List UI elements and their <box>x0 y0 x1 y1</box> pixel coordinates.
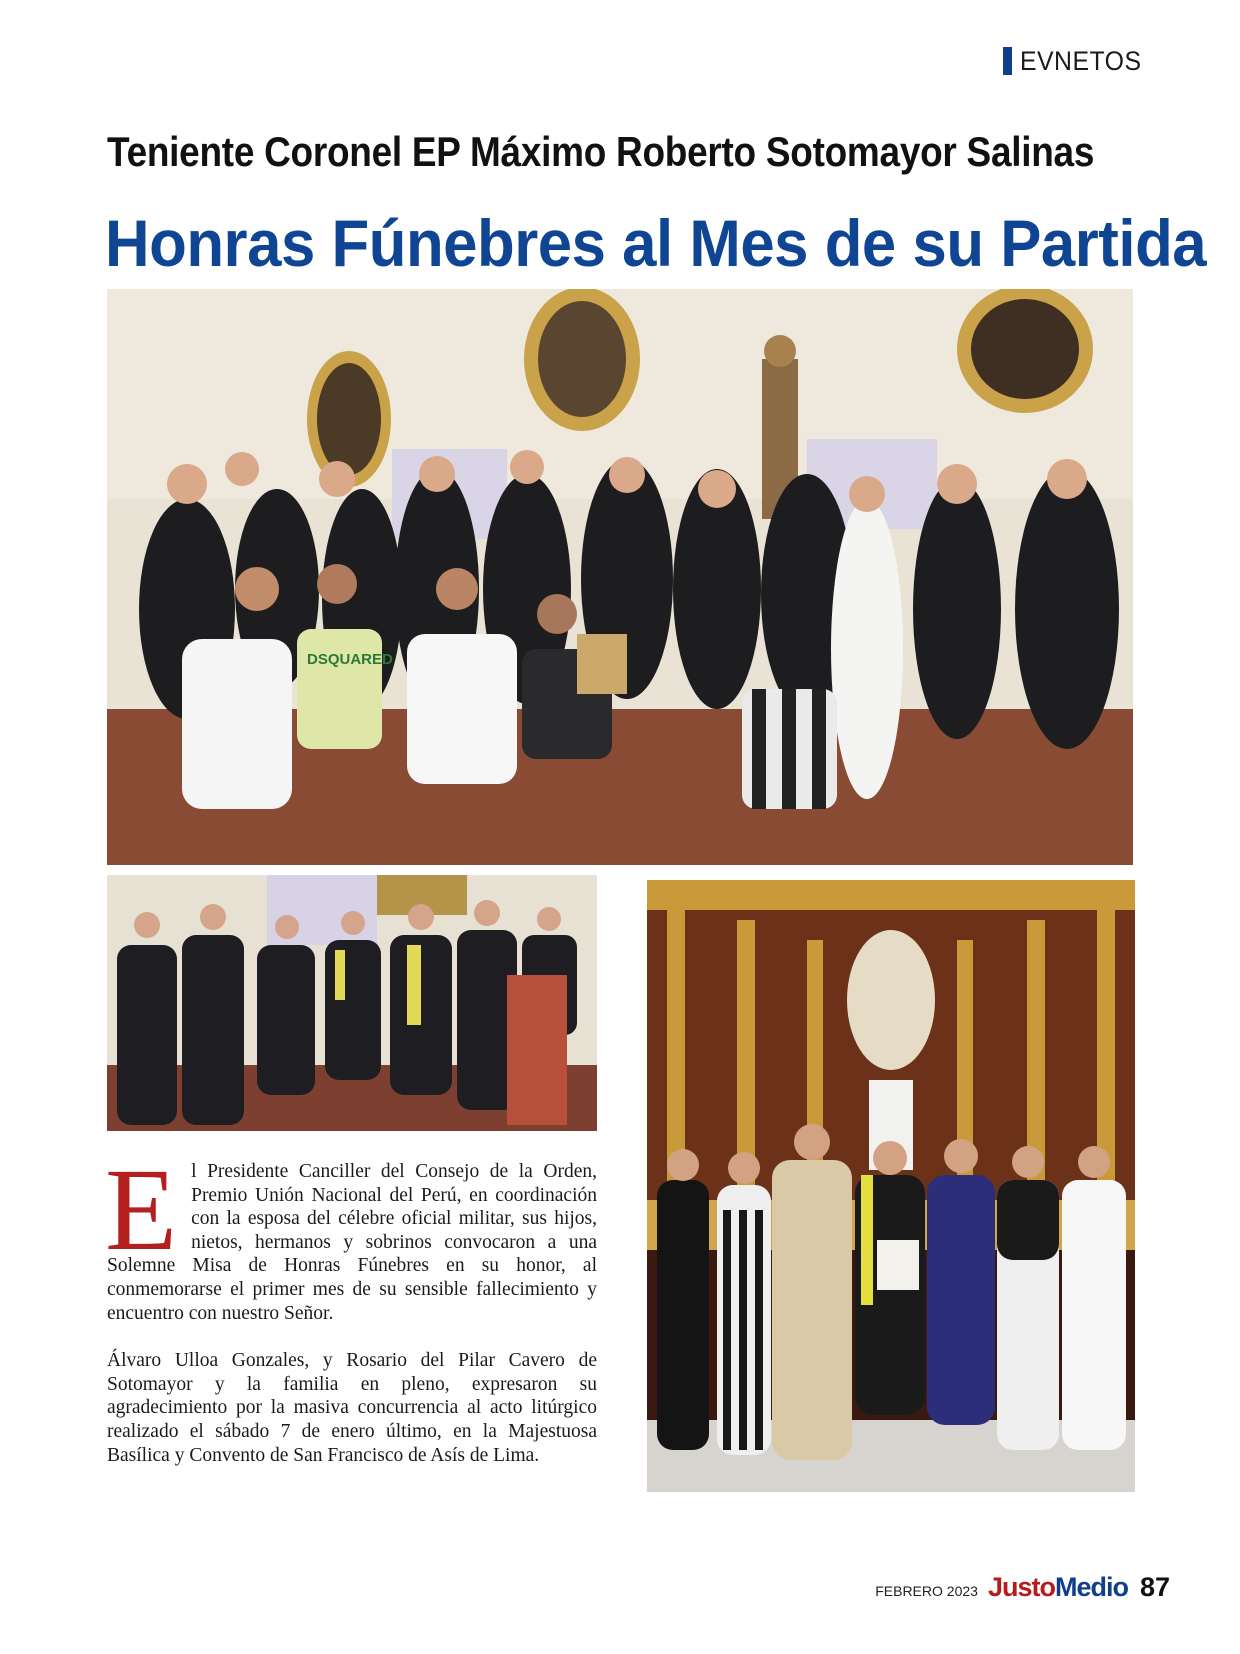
article-body <box>105 1144 597 1467</box>
main-group-photo <box>107 289 1133 865</box>
article-kicker: Teniente Coronel EP Máximo Roberto Sotomayor Salinas <box>107 128 1095 175</box>
section-accent-bar <box>1003 47 1012 75</box>
article-headline: Honras Fúnebres al Mes de su Partida <box>105 206 1207 280</box>
altar-family-photo <box>647 880 1135 1492</box>
page-number: 87 <box>1139 1572 1170 1602</box>
brand-logo-part2: Medio <box>1054 1572 1128 1602</box>
section-tag <box>1003 46 1152 76</box>
shirt-print-text: DSQUARED <box>307 651 393 668</box>
article-paragraph-1 <box>105 1144 597 1325</box>
podium-group-photo <box>107 875 597 1131</box>
article-paragraph-1-text: l Presidente Canciller del Consejo de la Orden, Premio Unión Nacional del Perú, en coordinación con la esposa del célebre oficial militar, sus hijos, nietos, hermanos y sobrinos convocaron a una Solemne Misa de Honras Fúnebres en su honor, al conmemorarse el primer mes de su sensible fallecimiento y encuentro con nuestro Señor. <box>107 1161 597 1324</box>
article-paragraph-2: Álvaro Ulloa Gonzales, y Rosario del Pilar Cavero de Sotomayor y la familia en pleno, expresaron su agradecimiento por la masiva concurrencia al acto litúrgico realizado el sábado 7 de enero último, en la Majestuosa Basílica y Convento de San Francisco de Asís de Lima. <box>107 1350 597 1466</box>
drop-cap: E <box>105 1144 178 1275</box>
issue-date: FEBRERO 2023 <box>875 1583 978 1599</box>
page-footer <box>875 1572 1170 1606</box>
section-label: EVNETOS <box>1019 45 1142 76</box>
brand-logo-part1: Justo <box>987 1572 1055 1602</box>
